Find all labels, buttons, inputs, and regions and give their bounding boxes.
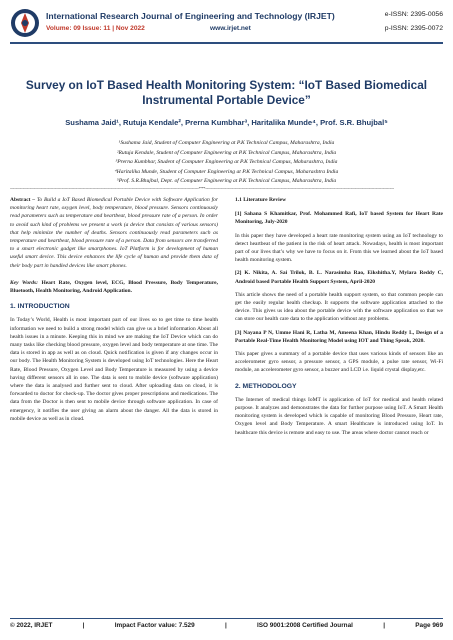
keywords-label: Key Words: [10, 279, 38, 286]
affiliation: ²Rutuja Kendale, Student of Computer Engineering at P.K Technical Campus, Maharashtra, India [116, 149, 337, 156]
footer-sep: | [224, 622, 227, 629]
affiliation: ⁴Haritalika Munde, Student of Computer Engineering at P.K Technical Campus, Maharashtra India [114, 168, 339, 175]
abstract-label: Abstract – [10, 197, 36, 203]
journal-name: International Research Journal of Engineering and Technology (IRJET) [46, 11, 335, 21]
abstract [10, 196, 218, 270]
footer-copyright: © 2022, IRJET [10, 622, 53, 629]
title-line-2: Instrumental Portable Device” [142, 93, 311, 107]
affiliation: ⁵Prof. S.R.Bhujbal, Dept. of Computer Engineering at P.K Technical Campus, Maharashtra, India [116, 178, 337, 184]
footer-sep: | [383, 622, 385, 629]
footer-rule [10, 618, 443, 619]
page-footer [10, 622, 443, 629]
reference-summary: This paper gives a summary of a portable device that uses various kinds of sensors like an accelerometer gyro sensor, a pressure sensor, a GPS module, a pulse rate sensor, Wi-Fi module, an accelerometer gyro sensor, a buzzer and LCD i.e. liquid crystal display,etc. [235, 351, 443, 374]
methodology-text: The Internet of medical things IoMT is application of IoT for medical and health related purpose. It analyzes and demonstrates the data for further purpose using IoT. A Smart Health monitoring system is developed which is capable of monitoring Blood Pressure, Heart rate, Oxygen level and Body Temperature. A smart Healthcare is introduced using IoT. In healthcare this device is remote and easy to use. The areas where doctor cannot reach or [235, 396, 443, 436]
keywords [10, 279, 218, 295]
abstract-text: To Build a IoT Based Biomedical Portable Device with Software Application for monitoring heart rate, oxygen level, body temperature, blood pressure. Sensors continuously read parameters such as temperature and heartbeat, blood pressure rate of a person. In order to avoid such kind of problems we present a work (a device that consists of various sensors) that help minimize the number of deaths. Sensors continuously read parameters such as temperature and heartbeat, blood pressure rate of a person. Data from sensors are transferred to a smart electronic gadget like smartphones. IoT Platform is for development of human useful smart device. This device enhances the life cycle of human and provide them data of their body part in handled devices like smart phones. [10, 197, 219, 269]
intro-heading: 1. INTRODUCTION [10, 303, 70, 311]
reference-summary: This article shows the need of a portable health support system, so that common people can get the easily regular health checkup. It supports the software application attached to the device. This gives us idea about the portable device with the software application so that we can store our health care data to the application without any problems. [235, 291, 443, 323]
reference-heading: [2] K. Nikita, A. Sai Trilok, B. L. Narasimha Rao, Eikshitha.Y, Mylara Reddy C, Android based Portable Health Support System, April-2020 [235, 270, 443, 285]
issn-p: p-ISSN: 2395-0072 [384, 25, 443, 32]
header-rule [10, 42, 443, 44]
footer-sep: | [82, 622, 85, 629]
journal-header [10, 8, 443, 42]
right-column [235, 196, 443, 442]
footer-impact: Impact Factor value: 7.529 [114, 622, 195, 629]
left-column [10, 196, 218, 428]
affiliation: ¹Sushama Jaid, Student of Computer Engineering at P.K Technical Campus, Maharashtra, India [118, 140, 335, 146]
volume-issue: Volume: 09 Issue: 11 | Nov 2022 [46, 25, 145, 32]
paper-title [20, 78, 433, 108]
lit-review-heading: 1.1 Literature Review [235, 197, 287, 203]
methodology-heading: 2. METHODOLOGY [235, 382, 297, 390]
reference-heading: [1] Sahana S Khamitkar, Prof. Mohammed Rafi, IoT based System for Heart Rate Monitoring, July-2020 [235, 211, 443, 226]
journal-url[interactable]: www.irjet.net [210, 25, 251, 32]
issn-e: e-ISSN: 2395-0056 [384, 11, 443, 18]
irjet-logo-icon [10, 8, 40, 38]
reference-heading: [3] Nayana P N, Umme Hani R, Latha M, Ameena Khan, Hindu Reddy L, Design of a Portable Real-Time Health Monitoring Model using IOT and Thing Speak, 2020. [235, 329, 443, 344]
footer-page: Page 969 [415, 622, 443, 629]
section-divider: ---------------------------------------------------------------------------------------------------------------------------------------***--------------------------------------------------------------------------------------------------------------------------------------- [10, 187, 394, 192]
footer-iso: ISO 9001:2008 Certified Journal [257, 622, 353, 629]
author-list: Sushama Jaid¹, Rutuja Kendale², Prerna Kumbhar³, Haritalika Munde⁴, Prof. S.R. Bhujbal⁵ [65, 118, 388, 127]
keywords-text: Heart Rate, Oxygen level, ECG, Blood Pressure, Body Temperature, Bluetooth, Health Monitoring, Android Application. [10, 279, 218, 295]
reference-summary: In this paper they have developed a heart rate monitoring system using an IoT technology to detect heartbeat of the patient in the risk of heart attack. Nowadays, health is most important part of our lives that’s why we have to focus on it. From this we learned about the IoT based health monitoring system. [235, 232, 443, 264]
intro-text: In Today’s World, Health is most important part of our lives so to get time to time health information we need to build a strong model which can give us a brief information About all health issues in a minute. Keeping this in mind we are making the IoT Device which can do many tasks like checking blood pressure, oxygen level and body temperature at one time. The data is stored in app as well as on cloud. Quick notification is given if any changes occur in our body. The Health Monitoring System is developed using IoT technologies. Here the Heart Rate, Blood Pressure, Oxygen Level and Body Temperature is measured by using a device having different sensors all in one. The data is sent to mobile device (software application) where the data is analysed and further sent to cloud. After uploading data on cloud, it is forwarded to doctor for check-up. The doctor gives proper prescriptions and medications. The data from the Doctor is then sent to mobile device through software application. In case of emergency, it notifies the user giving an alarm about the danger. All the data is stored in mobile device as well as in cloud. [10, 317, 218, 422]
affiliation: ³Prerna Kumbhar, Student of Computer Engineering at P.K Technical Campus, Maharashtra, India [115, 159, 338, 165]
affiliations [10, 139, 443, 187]
title-line-1: Survey on IoT Based Health Monitoring System: “IoT Based Biomedical [25, 78, 428, 92]
